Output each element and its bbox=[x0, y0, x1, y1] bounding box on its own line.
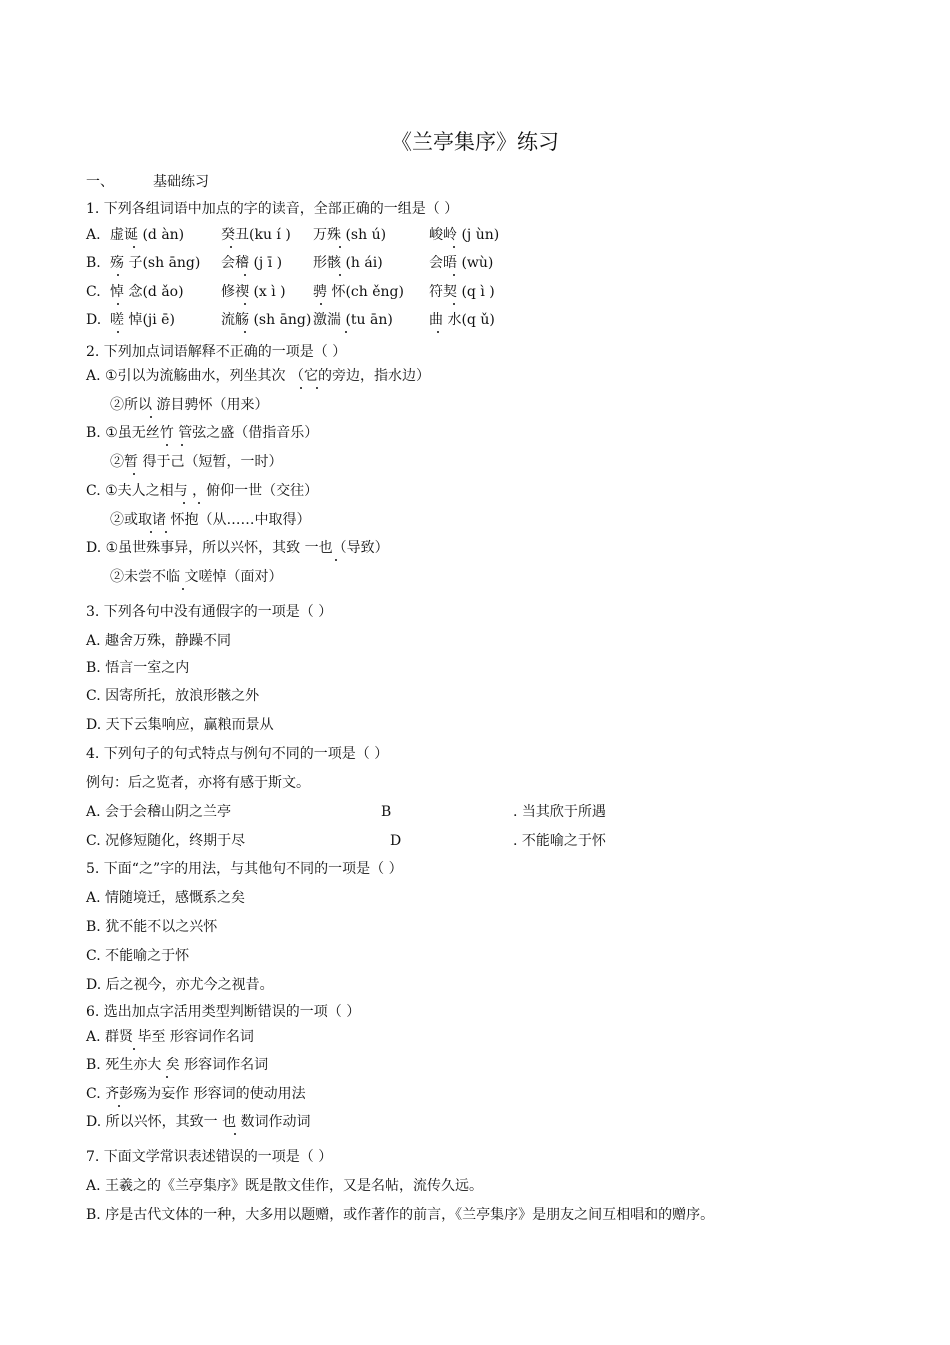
q2-stem: 2. 下列加点词语解释不正确的一项是（ ） bbox=[86, 344, 347, 360]
emphasis-dot bbox=[118, 1105, 120, 1107]
q1-option-word: 激湍 (tu ān) bbox=[313, 312, 393, 328]
q5-option: A. 情随境迁，感慨系之矣 bbox=[86, 890, 246, 906]
q1-option-word: 嗟 悼(ji ē) bbox=[110, 312, 175, 328]
q1-option-word: 曲 水(q ǔ) bbox=[429, 312, 495, 328]
section-number: 一、 bbox=[86, 174, 114, 190]
q4-option-d: . 不能喻之于怀 bbox=[513, 833, 606, 849]
emphasis-dot bbox=[117, 303, 119, 305]
q4-option-b: . 当其欣于所遇 bbox=[513, 804, 606, 820]
q3-option: A. 趣舍万殊，静躁不同 bbox=[86, 633, 232, 649]
q4-option-a: A. 会于会稽山阴之兰亭 bbox=[86, 804, 232, 820]
q5-option: C. 不能喻之于怀 bbox=[86, 948, 190, 964]
q2-option: ②暂 得于己（短暂，一时） bbox=[110, 454, 283, 470]
emphasis-dot bbox=[182, 588, 184, 590]
emphasis-dot bbox=[453, 246, 455, 248]
emphasis-dot bbox=[183, 502, 185, 504]
q1-option-word: 峻岭 (j ùn) bbox=[429, 227, 500, 243]
q1-option-word: 会晤 (wù) bbox=[429, 255, 494, 271]
q2-option: ②所以 游目骋怀（用来） bbox=[110, 397, 269, 413]
q3-option: B. 悟言一室之内 bbox=[86, 660, 190, 676]
q1-option-word: 悼 念(d ǎo) bbox=[110, 284, 184, 300]
q2-option: B. ①虽无丝竹 管弦之盛（借指音乐） bbox=[86, 425, 319, 441]
q5-stem: 5. 下面“之”字的用法，与其他句不同的一项是（ ） bbox=[86, 861, 403, 877]
emphasis-dot bbox=[437, 331, 439, 333]
emphasis-dot bbox=[234, 1133, 236, 1135]
q2-option: D. ①虽世殊事异，所以兴怀，其致 一也（导致） bbox=[86, 540, 389, 556]
q1-option-letter: D. bbox=[86, 312, 102, 328]
q6-stem: 6. 选出加点字活用类型判断错误的一项（ ） bbox=[86, 1004, 361, 1020]
q4-option-d-letter: D bbox=[390, 833, 402, 849]
q1-option-word: 骋 怀(ch ěng) bbox=[313, 284, 404, 300]
q5-option: B. 犹不能不以之兴怀 bbox=[86, 919, 218, 935]
emphasis-dot bbox=[244, 331, 246, 333]
emphasis-dot bbox=[339, 246, 341, 248]
emphasis-dot bbox=[339, 274, 341, 276]
q7-option: A. 王羲之的《兰亭集序》既是散文佳作，又是名帖，流传久远。 bbox=[86, 1178, 484, 1194]
emphasis-dot bbox=[198, 502, 200, 504]
emphasis-dot bbox=[117, 331, 119, 333]
q4-option-b-letter: B bbox=[381, 804, 392, 820]
document-title: 《兰亭集序》练习 bbox=[391, 130, 559, 154]
emphasis-dot bbox=[117, 274, 119, 276]
q6-option: C. 齐彭殇为妄作 形容词的使动用法 bbox=[86, 1086, 306, 1102]
emphasis-dot bbox=[453, 303, 455, 305]
emphasis-dot bbox=[244, 303, 246, 305]
q1-stem: 1. 下列各组词语中加点的字的读音，全部正确的一组是（ ） bbox=[86, 201, 459, 217]
q6-option: B. 死生亦大 矣 形容词作名词 bbox=[86, 1057, 269, 1073]
q3-option: D. 天下云集响应，赢粮而景从 bbox=[86, 717, 274, 733]
q1-option-word: 殇 子(sh āng) bbox=[110, 255, 201, 271]
q1-option-word: 流觞 (sh āng) bbox=[221, 312, 312, 328]
emphasis-dot bbox=[133, 246, 135, 248]
q6-option: A. 群贤 毕至 形容词作名词 bbox=[86, 1029, 254, 1045]
q3-stem: 3. 下列各句中没有通假字的一项是（ ） bbox=[86, 604, 333, 620]
emphasis-dot bbox=[230, 246, 232, 248]
emphasis-dot bbox=[150, 416, 152, 418]
emphasis-dot bbox=[300, 387, 302, 389]
q1-option-word: 符契 (q ì ) bbox=[429, 284, 495, 300]
emphasis-dot bbox=[133, 473, 135, 475]
emphasis-dot bbox=[453, 274, 455, 276]
emphasis-dot bbox=[345, 331, 347, 333]
section-label: 基础练习 bbox=[153, 174, 209, 190]
emphasis-dot bbox=[335, 559, 337, 561]
q7-stem: 7. 下面文学常识表述错误的一项是（ ） bbox=[86, 1149, 333, 1165]
q1-option-letter: B. bbox=[86, 255, 101, 271]
emphasis-dot bbox=[150, 531, 152, 533]
q1-option-word: 虚诞 (d àn) bbox=[110, 227, 185, 243]
emphasis-dot bbox=[166, 1076, 168, 1078]
q1-option-letter: A. bbox=[86, 227, 101, 243]
emphasis-dot bbox=[166, 444, 168, 446]
q1-option-letter: C. bbox=[86, 284, 101, 300]
q2-option: ②未尝不临 文嗟悼（面对） bbox=[110, 569, 283, 585]
q5-option: D. 后之视今，亦尤今之视昔。 bbox=[86, 977, 274, 993]
emphasis-dot bbox=[133, 1048, 135, 1050]
q3-option: C. 因寄所托，放浪形骸之外 bbox=[86, 688, 260, 704]
emphasis-dot bbox=[165, 531, 167, 533]
emphasis-dot bbox=[320, 303, 322, 305]
q4-example: 例句：后之览者，亦将有感于斯文。 bbox=[86, 775, 310, 791]
q2-option: A. ①引以为流觞曲水，列坐其次 （它的旁边，指水边） bbox=[86, 368, 431, 384]
q4-option-c: C. 况修短随化，终期于尽 bbox=[86, 833, 246, 849]
q6-option: D. 所以兴怀，其致一 也 数词作动词 bbox=[86, 1114, 311, 1130]
q7-option: B. 序是古代文体的一种，大多用以题赠，或作著作的前言，《兰亭集序》是朋友之间互相唱和的赠序。 bbox=[86, 1207, 715, 1223]
emphasis-dot bbox=[244, 274, 246, 276]
q1-option-word: 形骸 (h ái) bbox=[313, 255, 383, 271]
q2-option: ②或取诸 怀抱（从……中取得） bbox=[110, 512, 311, 528]
emphasis-dot bbox=[316, 387, 318, 389]
q1-option-word: 会稽 (j ī ) bbox=[221, 255, 283, 271]
q2-option: C. ①夫人之相与 ，俯仰一世（交往） bbox=[86, 483, 319, 499]
q1-option-word: 万殊 (sh ú) bbox=[313, 227, 387, 243]
q1-option-word: 修禊 (x ì ) bbox=[221, 284, 286, 300]
q1-option-word: 癸丑(ku í ) bbox=[221, 227, 291, 243]
emphasis-dot bbox=[181, 444, 183, 446]
q4-stem: 4. 下列句子的句式特点与例句不同的一项是（ ） bbox=[86, 746, 389, 762]
